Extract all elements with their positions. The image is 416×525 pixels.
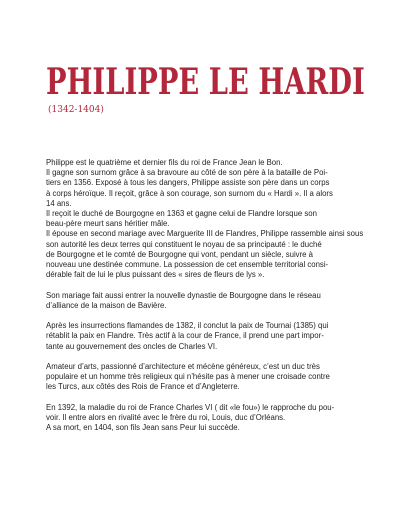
page-title: PHILIPPE LE HARDI <box>46 61 365 103</box>
text-line: son autorité les deux terres qui constituent le noyau de sa principauté : le duché <box>46 239 322 249</box>
text-line: les Turcs, aux côtés des Rois de France et d’Angleterre. <box>46 382 240 392</box>
biography-text <box>46 158 380 444</box>
paragraph <box>46 321 380 352</box>
text-line: populaire et un homme très religieux qui n’hésite pas à mener une croisade contre <box>46 372 330 382</box>
text-line: tante au gouvernement des oncles de Charles VI. <box>46 341 218 351</box>
text-line: Philippe est le quatrième et dernier fils du roi de France Jean le Bon. <box>46 158 283 167</box>
paragraph <box>46 403 380 434</box>
text-line: d’alliance de la maison de Bavière. <box>46 300 167 310</box>
paragraph <box>46 362 380 393</box>
text-line: nouveau une destinée commune. La possession de cet ensemble territorial consi- <box>46 260 329 270</box>
text-line: de Bourgogne et le comté de Bourgogne qui vont, pendant un siècle, suivre à <box>46 249 314 259</box>
life-dates: (1342-1404) <box>48 105 104 115</box>
text-line: A sa mort, en 1404, son fils Jean sans Peur lui succède. <box>46 423 240 433</box>
text-line: 14 ans. <box>46 198 72 208</box>
text-line: Son mariage fait aussi entrer la nouvelle dynastie de Bourgogne dans le réseau <box>46 290 321 300</box>
paragraph <box>46 291 380 311</box>
text-line: En 1392, la maladie du roi de France Charles VI ( dit «le fou») le rapproche du pou- <box>46 402 335 412</box>
paragraph <box>46 158 380 280</box>
text-line: Il gagne son surnom grâce à sa bravoure au côté de son père à la bataille de Poi- <box>46 168 328 178</box>
text-line: dérable fait de lui le plus puissant des « sires de fleurs de lys ». <box>46 270 265 280</box>
text-line: à corps héroïque. Il reçoit, grâce à son courage, son surnom du « Hardi ». Il a alors <box>46 188 333 198</box>
text-line: Il reçoit le duché de Bourgogne en 1363 et gagne celui de Flandre lorsque son <box>46 209 317 219</box>
text-line: voir. Il entre alors en rivalité avec le frère du roi, Louis, duc d’Orléans. <box>46 413 286 423</box>
text-line: beau-père meurt sans héritier mâle. <box>46 219 170 229</box>
text-line: Après les insurrections flamandes de 1382, il conclut la paix de Tournai (1385) qui <box>46 321 329 331</box>
text-line: Il épouse en second mariage avec Marguerite III de Flandres, Philippe rassemble ainsi sous <box>46 229 364 239</box>
text-line: tiers en 1356. Exposé à tous les dangers, Philippe assiste son père dans un corps <box>46 178 330 188</box>
text-line: Amateur d’arts, passionné d’architecture et mécène généreux, c’est un duc très <box>46 362 320 372</box>
text-line: rétablit la paix en Flandre. Très actif à la cour de France, il prend une part impor- <box>46 331 324 341</box>
